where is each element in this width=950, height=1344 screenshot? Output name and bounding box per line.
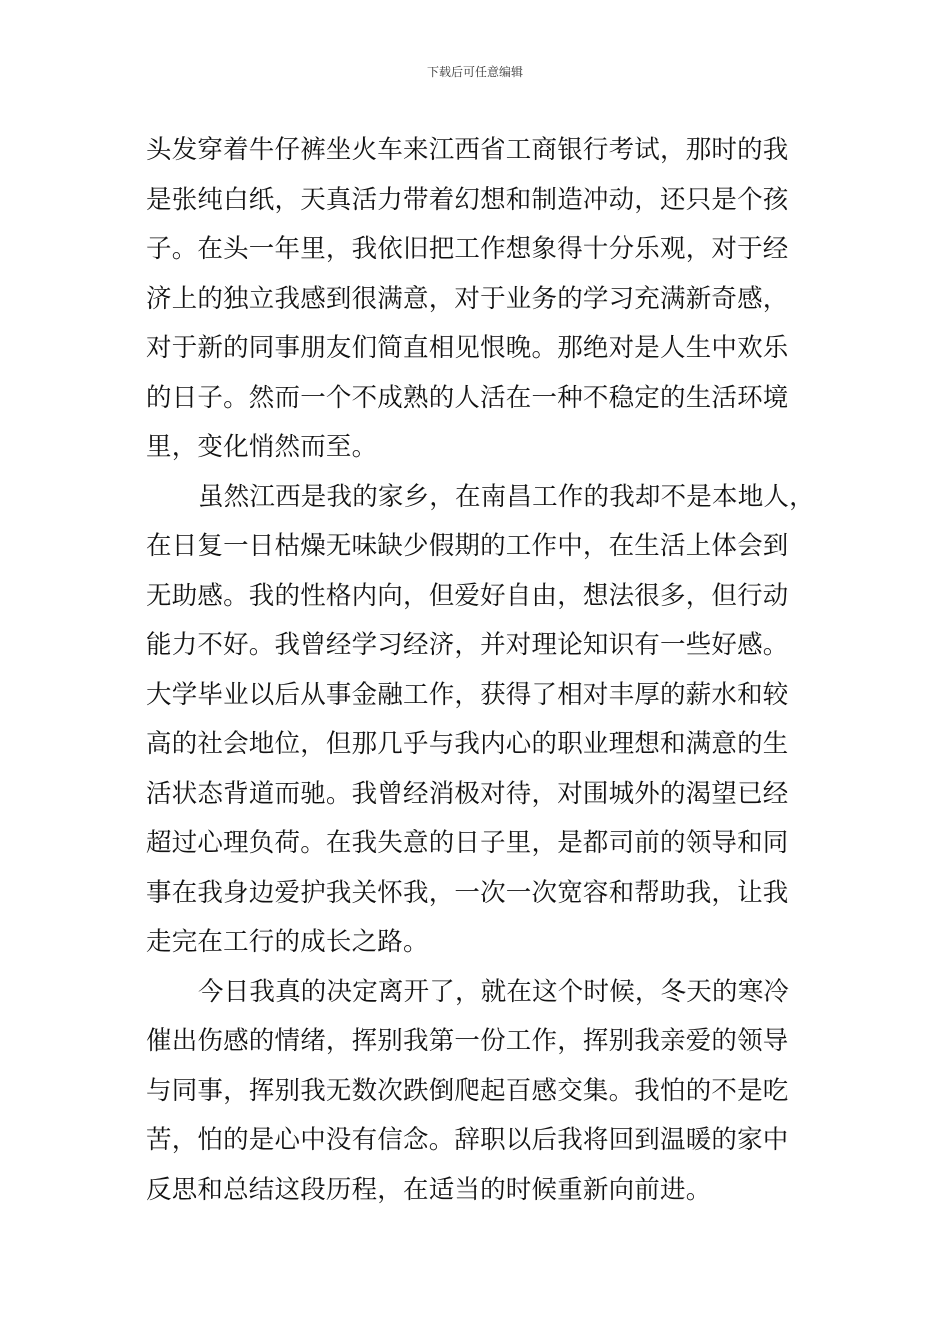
text-line: 反思和总结这段历程，在适当的时候重新向前进。: [146, 1174, 712, 1205]
text-line: 事在我身边爱护我关怀我，一次一次宽容和帮助我，让我: [146, 877, 789, 908]
text-line: 与同事，挥别我无数次跌倒爬起百感交集。我怕的不是吃: [146, 1075, 789, 1106]
page-header: 下载后可任意编辑: [426, 65, 523, 79]
text-line: 对于新的同事朋友们简直相见恨晚。那绝对是人生中欢乐: [146, 333, 789, 363]
text-line: 大学毕业以后从事金融工作，获得了相对丰厚的薪水和较: [146, 679, 789, 710]
text-line: 能力不好。我曾经学习经济，并对理论知识有一些好感。: [146, 630, 789, 660]
text-line: 头发穿着牛仔裤坐火车来江西省工商银行考试，那时的我: [146, 135, 789, 165]
text-line: 的日子。然而一个不成熟的人活在一种不稳定的生活环境: [146, 382, 789, 413]
text-line: 是张纯白纸，天真活力带着幻想和制造冲动，还只是个孩: [146, 184, 789, 215]
text-line: 活状态背道而驰。我曾经消极对待，对围城外的渴望已经: [146, 778, 789, 809]
text-line: 高的社会地位，但那几乎与我内心的职业理想和满意的生: [146, 729, 789, 759]
text-line: 走完在工行的成长之路。: [146, 927, 429, 957]
text-line: 无助感。我的性格内向，但爱好自由，想法很多，但行动: [146, 580, 789, 611]
text-line: 超过心理负荷。在我失意的日子里，是都司前的领导和同: [146, 828, 789, 858]
text-line: 子。在头一年里，我依旧把工作想象得十分乐观，对于经: [146, 234, 789, 264]
text-line: 里，变化悄然而至。: [146, 432, 378, 462]
text-line: 苦，怕的是心中没有信念。辞职以后我将回到温暖的家中: [146, 1125, 789, 1155]
text-line: 济上的独立我感到很满意，对于业务的学习充满新奇感，: [146, 283, 789, 314]
text-line: 催出伤感的情绪，挥别我第一份工作，挥别我亲爱的领导: [146, 1026, 789, 1056]
document-body: [146, 126, 816, 1215]
text-line-paragraph-start: 虽然江西是我的家乡，在南昌工作的我却不是本地人，: [198, 481, 815, 512]
text-line-paragraph-start: 今日我真的决定离开了，就在这个时候，冬天的寒冷: [198, 976, 790, 1007]
text-line: 在日复一日枯燥无味缺少假期的工作中，在生活上体会到: [146, 531, 789, 561]
